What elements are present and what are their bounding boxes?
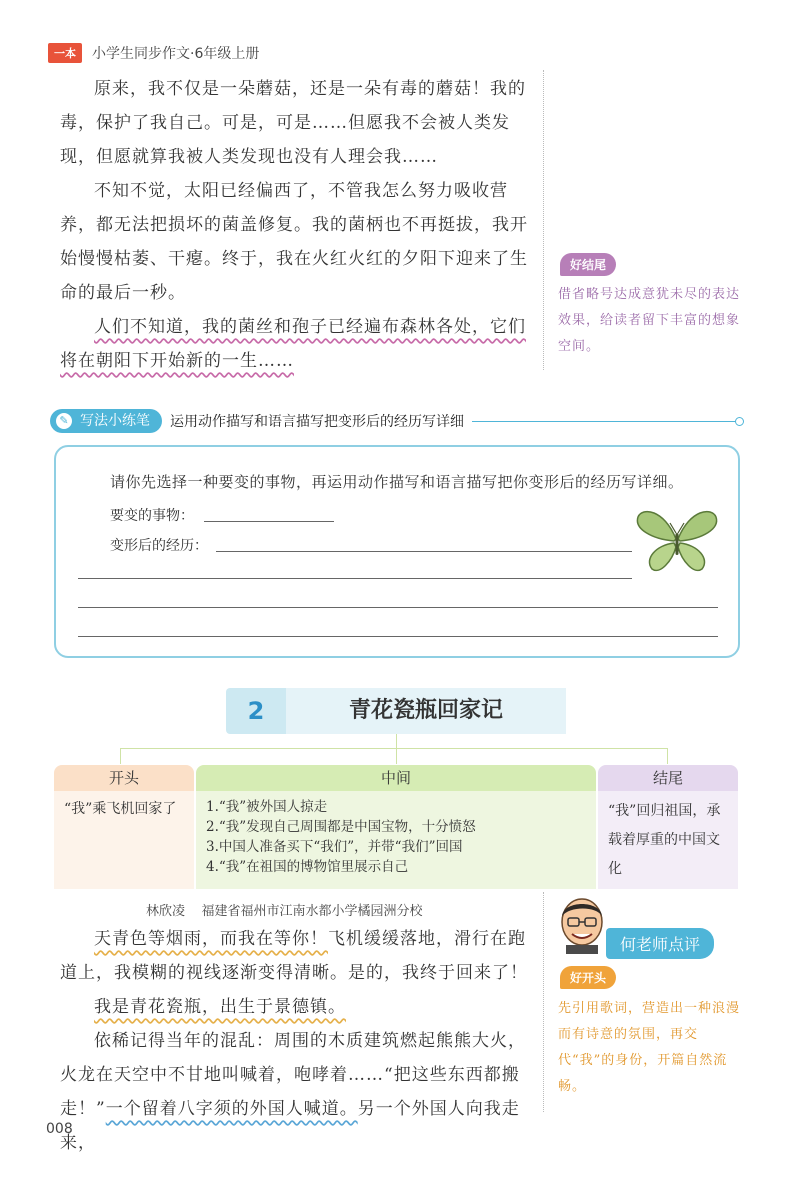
book-title: 小学生同步作文·6年级上册	[92, 46, 260, 62]
outline-connector	[396, 734, 397, 748]
story-paragraph: 不知不觉，太阳已经偏西了，不管我怎么努力吸收营养，都无法把损坏的菌盖修复。我的菌柄也不再挺拔，我开始慢慢枯萎、干瘪。终于，我在火红火红的夕阳下迎来了生命的最后一秒。	[60, 181, 528, 303]
outline-middle-item: 1.“我”被外国人掠走	[206, 799, 328, 815]
practice-divider	[472, 421, 740, 422]
outline-middle-head: 中间	[196, 765, 596, 791]
author-name: 林欣凌	[146, 904, 186, 919]
label-thing: 要变的事物：	[110, 508, 194, 524]
practice-title: 运用动作描写和语言描写把变形后的经历写详细	[170, 414, 464, 430]
story-text: 另一个外国人向我走来，	[60, 1099, 520, 1153]
column-divider	[543, 892, 544, 1112]
good-start-note: 先引用歌词，营造出一种浪漫而有诗意的氛围，再交代“我”的身份，开篇自然流畅。	[558, 1001, 741, 1094]
page-number: 008	[46, 1121, 73, 1137]
column-divider	[543, 70, 544, 370]
practice-instruction: 请你先选择一种要变的事物，再运用动作描写和语言描写把你变形后的经历写详细。	[110, 473, 684, 491]
outline-middle-item: 4.“我”在祖国的博物馆里展示自己	[206, 859, 409, 875]
story-paragraph: 原来，我不仅是一朵蘑菇，还是一朵有毒的蘑菇！我的毒，保护了我自己。可是，可是……但愿我不会被人类发现，但愿就算我被人类发现也没有人理会我……	[60, 79, 526, 167]
outline-beginning	[54, 765, 194, 889]
story-paragraph	[60, 1024, 530, 1160]
story-bottom	[60, 922, 530, 1160]
story-paragraph	[60, 310, 530, 378]
story-paragraph	[60, 922, 530, 990]
author-line	[146, 900, 423, 919]
outline-ending	[598, 765, 738, 889]
butterfly-icon	[634, 503, 720, 575]
article-heading	[226, 688, 566, 734]
story-top	[60, 72, 530, 378]
writing-line[interactable]	[78, 607, 718, 608]
outline-ending-body: “我”回归祖国，承载着厚重的中国文化	[598, 791, 738, 889]
outline-middle-item: 2.“我”发现自己周围都是中国宝物，十分愤怒	[206, 819, 476, 835]
outline-connector	[120, 748, 668, 764]
practice-badge-label: 写法小练笔	[80, 413, 150, 429]
story-text: 依稀记得当年的混乱：周围的木质建筑燃起熊熊大火，火龙在天空中不甘地叫喊着，咆哮着……“把这些东西都搬走！”	[60, 1031, 526, 1119]
outline-beginning-head: 开头	[54, 765, 194, 791]
practice-bar	[50, 408, 740, 434]
good-ending-note: 借省略号达成意犹未尽的表达效果，给读者留下丰富的想象空间。	[558, 287, 741, 354]
highlighted-sentence: 人们不知道，我的菌丝和孢子已经遍布森林各处，它们将在朝阳下开始新的一生……	[60, 317, 526, 371]
pen-icon: ✎	[54, 411, 74, 431]
thing-fill-line[interactable]	[204, 521, 334, 522]
writing-line[interactable]	[78, 578, 632, 579]
label-experience: 变形后的经历：	[110, 538, 208, 554]
outline-middle-item: 3.中国人准备买下“我们”，并带“我们”回国	[206, 839, 463, 855]
good-start-tag: 好开头	[560, 966, 616, 989]
experience-fill-line[interactable]	[216, 551, 632, 552]
article-title: 青花瓷瓶回家记	[286, 688, 566, 734]
outline-connector	[396, 748, 397, 764]
practice-badge	[50, 409, 162, 433]
highlighted-sentence: 天青色等烟雨，而我在等你！	[94, 929, 328, 949]
teacher-comment-tag: 何老师点评	[606, 928, 714, 959]
outline-middle-body	[196, 791, 596, 889]
outline-middle	[196, 765, 596, 889]
outline-beginning-body: “我”乘飞机回家了	[54, 791, 194, 889]
practice-box	[54, 445, 740, 658]
brand-tag: 一本	[48, 43, 82, 63]
article-number: 2	[226, 688, 286, 734]
page-header	[48, 42, 259, 64]
highlighted-sentence: 我是青花瓷瓶，出生于景德镇。	[94, 997, 346, 1017]
story-paragraph	[60, 990, 530, 1024]
story-text: 飞机缓缓落地，滑行在跑道上，我模糊的视线逐渐变得清晰。是的，我终于回来了！	[60, 929, 528, 983]
good-ending-tag: 好结尾	[560, 253, 616, 276]
writing-line[interactable]	[78, 636, 718, 637]
outline-ending-head: 结尾	[598, 765, 738, 791]
highlighted-sentence: 一个留着八字须的外国人喊道。	[105, 1099, 358, 1119]
teacher-avatar	[556, 896, 608, 954]
author-school: 福建省福州市江南水都小学橘园洲分校	[201, 904, 423, 919]
